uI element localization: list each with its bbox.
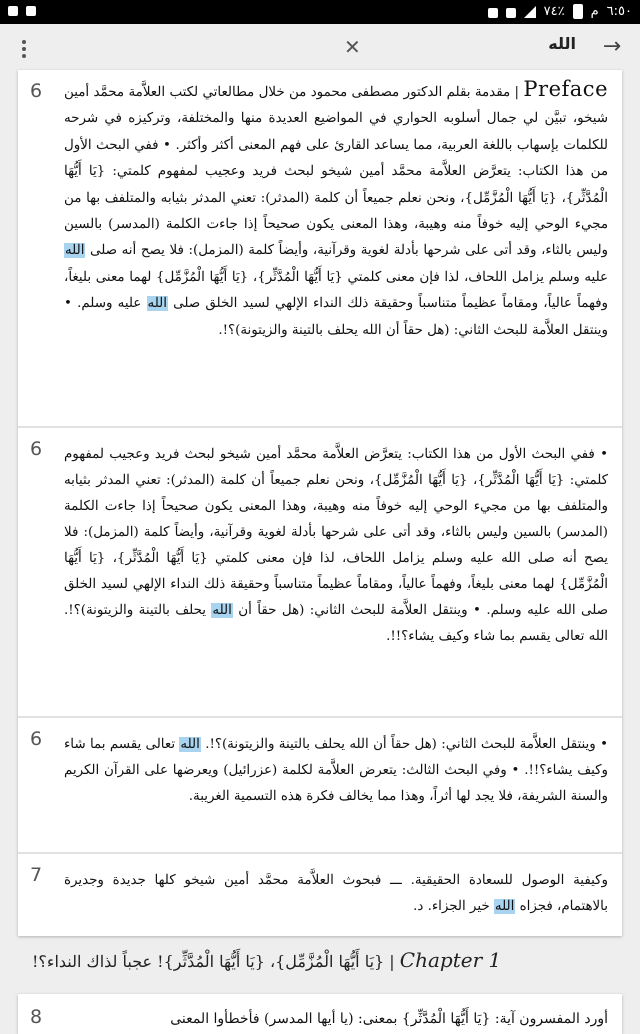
chapter-subtitle: | {يَا أَيُّهَا الْمُزَّمِّل}، {يَا أَيُّهَا الْمُدَّثِّر}! عجباً لذاك النداء؟! xyxy=(32,952,400,971)
wifi-icon xyxy=(506,8,516,18)
search-results-card xyxy=(18,70,622,936)
result-snippet: • ففي البحث الأول من هذا الكتاب: يتعرَّض العلاَّمة محمَّد أمين شيخو لبحث فريد وعجيب لمفهوم كلمتي: {يَا أَيُّهَا الْمُدَّثِّر}، {يَا أَيُّهَا الْمُزَّمِّل}، ونحن نعلم جميعاً أن كلمة (المدثر): تعني المدثر بثيابه والمتلفف بها من مجيء الوحي إليه خوفاً منه وهيبة، وهذا المعنى يكون صحيحاً إذا جاءت الكلمة (المدسر) بالسين وليس بالثاء، وقد أتى على شرحها بأدلة لغوية وقرآنية، وأيضاً كلمة (المزمل): فلا يصح أنه صلى الله عليه وسلم يزامل اللحاف، لذا فإن معنى كلمتي {يَا أَيُّهَا الْمُدَّثِّر}، {يَا أَيُّهَا الْمُزَّمِّل} لهما معنى بليغاً، وفهماً عالياً، ومقاماً عظيماً متناسباً وحقيقة ذلك النداء الإلهي لسيد الخلق صلى الله عليه وسلم. • وينتقل العلاَّمة للبحث الثاني: (هل حقاً أن الله يحلف بالتينة والزيتونة)؟!. الله تعالى يقسم بما شاء وكيف يشاء؟!!. xyxy=(64,447,608,644)
search-highlight: الله xyxy=(494,899,515,914)
search-highlight: الله xyxy=(65,243,85,259)
clock: ٦:٥٠ xyxy=(606,4,632,19)
result-page-number: 6 xyxy=(30,728,43,750)
result-snippet: Preface | مقدمة بقلم الدكتور مصطفى محمود من خلال مطالعاتي لكتب العلاَّمة محمَّد أمين شيخو، تبيَّن لي جمال أسلوبه الحواري في المواضيع العديدة منها والمختلفة، وتركيزه في شرحه للكلمات بإسهاب باللغة العربية، مما يساعد القارئ على فهم المعنى أكثر وأكثر. • ففي البحث الأول من هذا الكتاب: يتعرَّض العلاَّمة محمَّد أمين شيخو لبحث فريد وعجيب لمفهوم كلمتي: {يَا أَيُّهَا الْمُدَّثِّر}، {يَا أَيُّهَا الْمُزَّمِّل}، ونحن نعلم جميعاً أن كلمة (المدثر): تعني المدثر بثيابه والمتلفف بها من مجيء الوحي إليه خوفاً منه وهيبة، وهذا المعنى يكون صحيحاً إذا جاءت الكلمة (المدسر) بالسين وليس بالثاء، وقد أتى على شرحها بأدلة لغوية وقرآنية، وأيضاً كلمة (المزمل): فلا يصح أنه صلى الله عليه وسلم يزامل اللحاف، لذا فإن معنى كلمتي {يَا أَيُّهَا الْمُدَّثِّر}، {يَا أَيُّهَا الْمُزَّمِّل} لهما معنى بليغاً، وفهماً عالياً، ومقاماً عظيماً متناسباً وحقيقة ذلك النداء الإلهي لسيد الخلق صلى الله عليه وسلم. • وينتقل العلاَّمة للبحث الثاني: (هل حقاً أن الله يحلف بالتينة والزيتونة)؟!. xyxy=(64,77,608,338)
search-result[interactable] xyxy=(18,994,622,1034)
overflow-menu-icon[interactable] xyxy=(14,33,34,61)
alarm-icon xyxy=(488,8,498,18)
search-highlight: الله xyxy=(212,603,232,618)
search-result[interactable] xyxy=(18,70,622,428)
result-page-number: 8 xyxy=(30,1006,43,1028)
result-page-number: 7 xyxy=(30,864,43,886)
status-bar xyxy=(0,0,640,24)
search-highlight: الله xyxy=(180,737,200,752)
meridiem: م xyxy=(590,4,599,19)
result-page-number: 6 xyxy=(30,438,43,460)
search-query[interactable]: الله xyxy=(548,34,576,53)
result-section-title: Preface xyxy=(523,77,608,101)
image-icon xyxy=(26,6,36,16)
result-page-number: 6 xyxy=(30,80,43,102)
result-snippet: وكيفية الوصول للسعادة الحقيقية. ـــ فبحوث العلاَّمة محمَّد أمين شيخو كلها جديدة وجديرة بالاهتمام، فجزاه الله خير الجزاء. د. xyxy=(64,873,608,914)
chapter-header xyxy=(32,948,620,972)
back-arrow-icon[interactable]: → xyxy=(602,34,622,59)
battery-level: ٧٤٪ xyxy=(543,4,565,19)
search-result[interactable] xyxy=(18,428,622,718)
search-result[interactable] xyxy=(18,718,622,854)
signal-icon xyxy=(524,6,536,18)
chapter-title: Chapter 1 xyxy=(399,948,502,972)
notification-icon xyxy=(8,6,18,16)
search-toolbar xyxy=(0,24,640,70)
result-snippet: • وينتقل العلاَّمة للبحث الثاني: (هل حقاً أن الله يحلف بالتينة والزيتونة)؟!. الله تعالى يقسم بما شاء وكيف يشاء؟!!. • وفي البحث الثالث: يتعرض العلاَّمة لكلمة (عزرائيل) ويعرضها على القرآن الكريم والسنة الشريفة، فلا يجد لها أثراً، وهذا مما يخالف فكرة هذه التسمية الغريبة. xyxy=(64,737,608,804)
result-snippet: أورد المفسرون آية: {يَا أَيُّهَا الْمُدَّثِّر} بمعنى: (يا أيها المدسر) فأخطأوا المعنى xyxy=(170,1011,608,1027)
clear-search-icon[interactable]: ✕ xyxy=(344,35,361,59)
search-result[interactable] xyxy=(18,854,622,936)
battery-icon xyxy=(573,4,583,19)
search-highlight: الله xyxy=(147,296,167,312)
